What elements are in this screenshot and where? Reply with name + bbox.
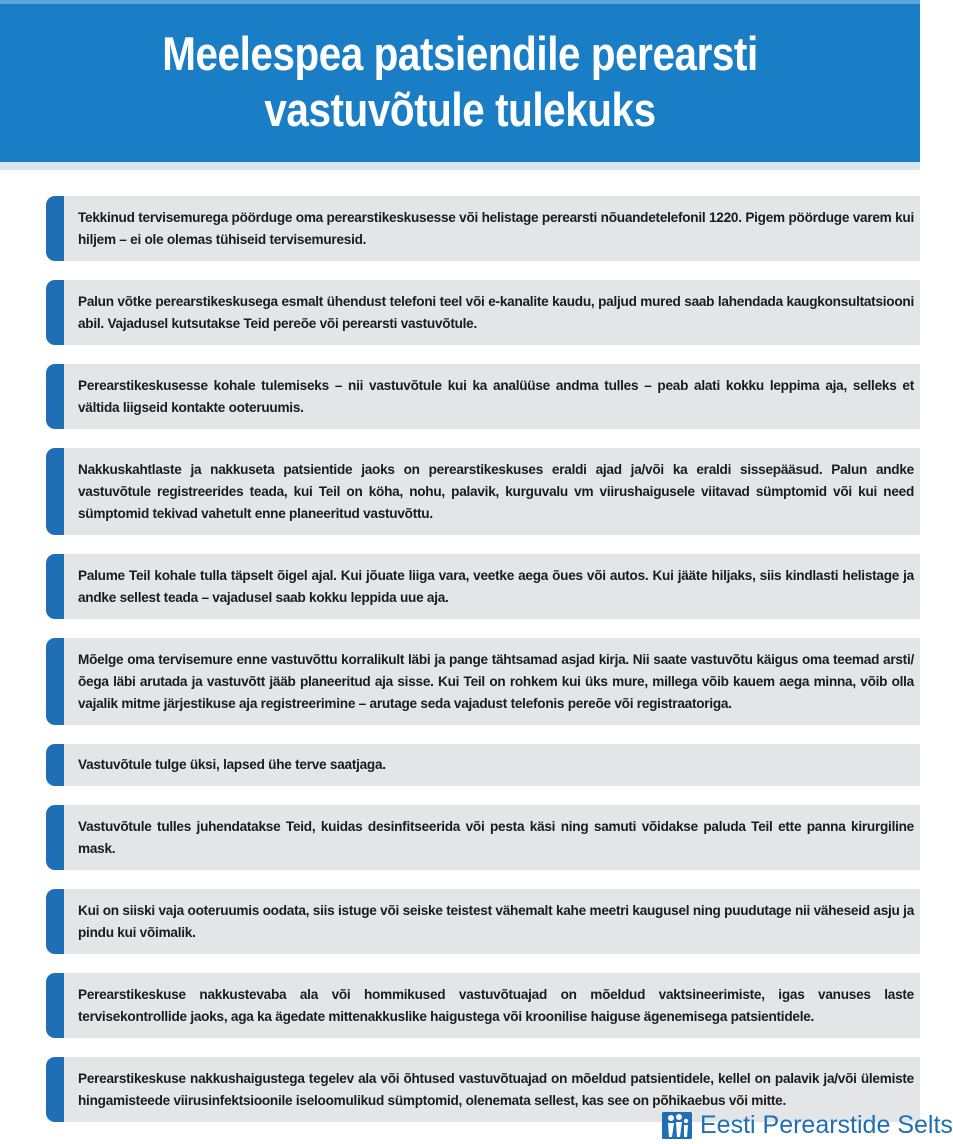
- advice-item: [46, 744, 920, 786]
- advice-text: Mõelge oma tervisemure enne vastuvõttu korralikult läbi ja pange tähtsamad asjad kirja. Nii saate vastuvõtu käigus oma teemad arsti/õega läbi arutada ja vastuvõtt jääb planeeritud aja sisse. Kui Teil on rohkem kui üks mure, millega võib kauem aega minna, võib olla vajalik mitme järjestikuse aja registreerimine – arutage seda vajadust telefonis pereõe või registraatoriga.: [78, 652, 914, 711]
- logo-text: Eesti Perearstide Selts: [700, 1111, 953, 1139]
- advice-item: [46, 554, 920, 619]
- advice-item: [46, 805, 920, 870]
- advice-item: [46, 364, 920, 429]
- advice-text: Perearstikeskuse nakkustevaba ala või hommikused vastuvõtuajad on mõeldud vaktsineerimiste, igas vanuses laste tervisekontrollide jaoks, aga ka ägedate mittenakkuslike haigustega või kroonilise haiguse ägenemisega patsientidele.: [78, 987, 914, 1024]
- page-title: [64, 4, 855, 138]
- advice-item: [46, 638, 920, 725]
- advice-item: [46, 448, 920, 535]
- advice-list: [46, 196, 920, 1141]
- advice-text: Palun võtke perearstikeskusega esmalt ühendust telefoni teel või e-kanalite kaudu, paljud mured saab lahendada kaugkonsultatsiooni abil. Vajadusel kutsutakse Teid pereõe või perearsti vastuvõtule.: [78, 294, 914, 331]
- advice-text: Perearstikeskusesse kohale tulemiseks – nii vastuvõtule kui ka analüüse andma tulles – peab alati kokku leppima aja, selleks et vältida liigseid kontakte ooteruumis.: [78, 378, 914, 415]
- advice-text: Tekkinud tervisemurega pöörduge oma perearstikeskusesse või helistage perearsti nõuandetelefonil 1220. Pigem pöörduge varem kui hiljem – ei ole olemas tühiseid tervisemuresid.: [78, 210, 914, 247]
- advice-item: [46, 196, 920, 261]
- family-doctors-logo-icon: [662, 1112, 692, 1139]
- advice-text: Perearstikeskuse nakkushaigustega tegelev ala või õhtused vastuvõtuajad on mõeldud patsientidele, kellel on palavik ja/või ülemiste hingamisteede viirusinfektsioonile iseloomulikud sümptomid, olenemata sellest, kas see on põhikaebus või mitte.: [78, 1071, 914, 1108]
- page-title-line-1: Meelespea patsiendile perearsti: [162, 27, 758, 80]
- advice-text: Palume Teil kohale tulla täpselt õigel ajal. Kui jõuate liiga vara, veetke aega õues või autos. Kui jääte hiljaks, siis kindlasti helistage ja andke sellest teada – vajadusel saab kokku leppida uue aja.: [78, 568, 914, 605]
- advice-item: [46, 973, 920, 1038]
- advice-text: Nakkuskahtlaste ja nakkuseta patsientide jaoks on perearstikeskuses eraldi ajad ja/või ka eraldi sissepääsud. Palun andke vastuvõtule registreerides teada, kui Teil on köha, nohu, palavik, kurguvalu vm viirushaigusele viitavad sümptomid või kui need sümptomid tekivad vahetult enne planeeritud vastuvõttu.: [78, 462, 914, 521]
- advice-item: [46, 280, 920, 345]
- header-banner: [0, 0, 920, 170]
- advice-text: Kui on siiski vaja ooteruumis oodata, siis istuge või seiske teistest vähemalt kahe meetri kaugusel ning puudutage nii väheseid asju ja pindu kui võimalik.: [78, 903, 914, 940]
- page-title-line-2: vastuvõtule tulekuks: [264, 83, 656, 136]
- advice-item: [46, 889, 920, 954]
- advice-text: Vastuvõtule tulge üksi, lapsed ühe terve saatjaga.: [78, 757, 386, 772]
- advice-text: Vastuvõtule tulles juhendatakse Teid, kuidas desinfitseerida või pesta käsi ning samuti võidakse paluda Teil ette panna kirurgiline mask.: [78, 819, 914, 856]
- footer-logo: [662, 1112, 953, 1139]
- family-doctors-logo-icon-svg: [662, 1112, 692, 1139]
